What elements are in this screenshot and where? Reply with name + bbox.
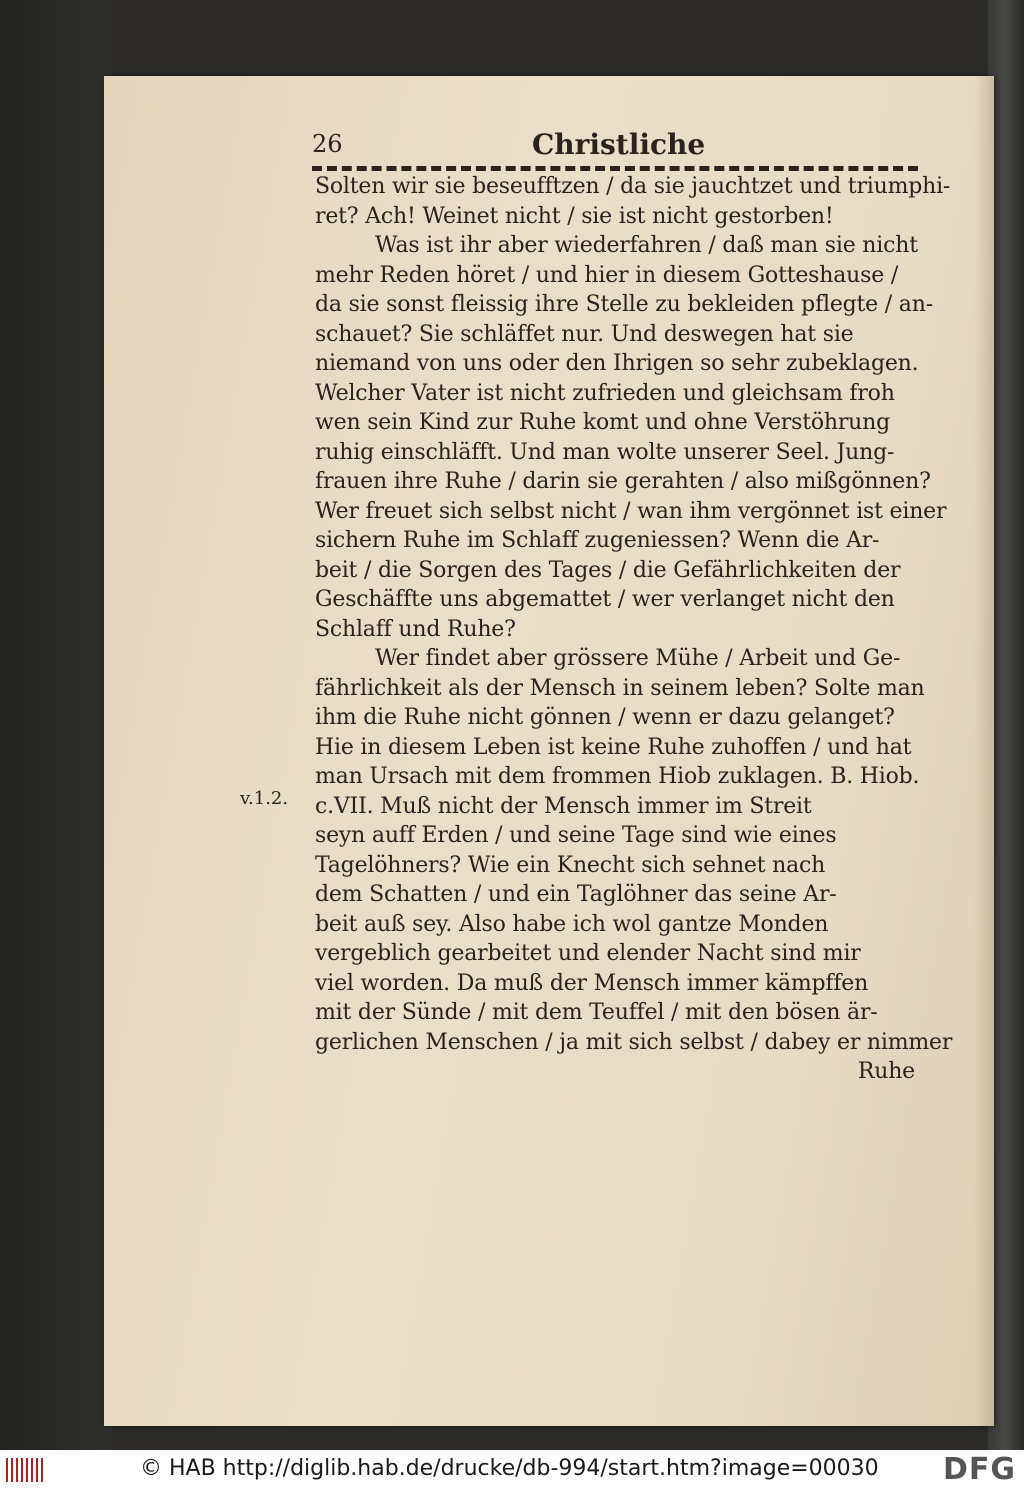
text-line: ruhig einschläfft. Und man wolte unserer Seel. Jung- (315, 439, 895, 465)
text-line: Was ist ihr aber wiederfahren / daß man sie nicht (375, 233, 918, 258)
text-line: schauet? Sie schläffet nur. Und deswegen hat sie (315, 321, 854, 347)
text-line: Wer findet aber grössere Mühe / Arbeit und Ge- (375, 646, 901, 671)
body-text (315, 172, 953, 1087)
running-head: Christliche (532, 128, 706, 161)
text-line: Wer freuet sich selbst nicht / wan ihm vergönnet ist einer (315, 498, 947, 524)
library-barcode-icon (6, 1458, 46, 1482)
text-line: gerlichen Menschen / ja mit sich selbst / dabey er nimmer (315, 1029, 953, 1055)
text-line: mehr Reden höret / und hier in diesem Gotteshause / (315, 262, 899, 288)
text-line: man Ursach mit dem frommen Hiob zuklagen. B. Hiob. (315, 764, 920, 789)
text-line: beit auß sey. Also habe ich wol gantze Monden (315, 911, 829, 937)
dfg-logo: DFG (942, 1452, 1016, 1487)
text-line: niemand von uns oder den Ihrigen so sehr zubeklagen. (315, 351, 919, 376)
text-line: sichern Ruhe im Schlaff zugeniessen? Wenn die Ar- (315, 528, 880, 553)
text-line: ihm die Ruhe nicht gönnen / wenn er dazu gelanget? (315, 705, 895, 730)
text-line: frauen ihre Ruhe / darin sie gerahten / also mißgönnen? (315, 469, 931, 494)
page-spine-shadow (974, 76, 994, 1426)
footer-bar (0, 1450, 1024, 1490)
text-line: Schlaff und Ruhe? (315, 616, 516, 642)
text-line: c.VII. Muß nicht der Mensch immer im Streit (315, 793, 812, 819)
page-number: 26 (312, 130, 343, 158)
source-url-link[interactable]: © HAB http://diglib.hab.de/drucke/db-994/start.htm?image=00030 (140, 1456, 879, 1481)
text-line: Hie in diesem Leben ist keine Ruhe zuhoffen / und hat (315, 734, 912, 760)
text-line: Tagelöhners? Wie ein Knecht sich sehnet nach (315, 852, 826, 878)
text-line: mit der Sünde / mit dem Teuffel / mit den bösen är- (315, 1000, 878, 1025)
text-line: dem Schatten / und ein Taglöhner das seine Ar- (315, 882, 837, 907)
text-line: fährlichkeit als der Mensch in seinem leben? Solte man (315, 675, 925, 701)
text-line: Solten wir sie beseufftzen / da sie jauchtzet und triumphi- (315, 174, 951, 199)
page-header (312, 128, 922, 172)
text-line: beit / die Sorgen des Tages / die Gefährlichkeiten der (315, 557, 901, 583)
margin-note: v.1.2. (240, 788, 289, 809)
text-line: ret? Ach! Weinet nicht / sie ist nicht gestorben! (315, 203, 834, 229)
header-rule (312, 166, 918, 171)
text-line: Geschäffte uns abgemattet / wer verlanget nicht den (315, 587, 895, 612)
text-line: wen sein Kind zur Ruhe komt und ohne Verstöhrung (315, 410, 890, 435)
text-line: seyn auff Erden / und seine Tage sind wie eines (315, 823, 837, 848)
catchword: Ruhe (857, 1059, 915, 1084)
text-line: da sie sonst fleissig ihre Stelle zu bekleiden pflegte / an- (315, 292, 933, 317)
text-line: vergeblich gearbeitet und elender Nacht sind mir (315, 941, 861, 966)
text-line: Welcher Vater ist nicht zufrieden und gleichsam froh (315, 380, 895, 406)
text-line: viel worden. Da muß der Mensch immer kämpffen (315, 970, 869, 996)
scanner-backdrop-left (0, 0, 112, 1450)
